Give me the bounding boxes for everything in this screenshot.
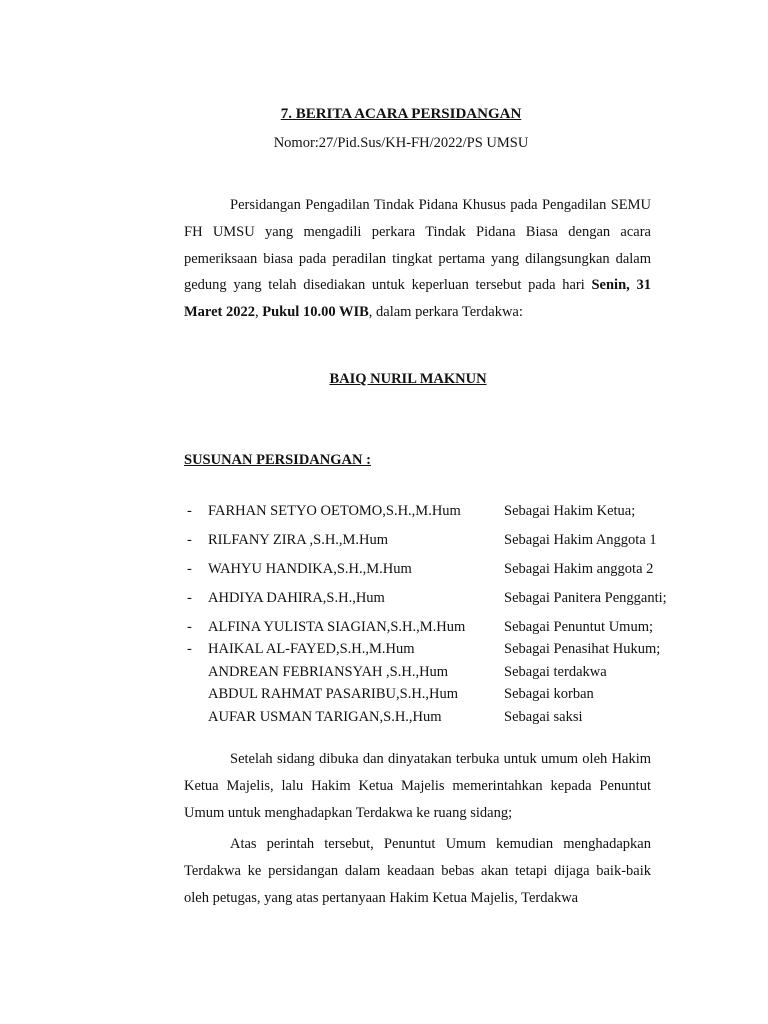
- list-dash: -: [187, 532, 192, 548]
- list-dash: -: [187, 590, 192, 606]
- presentation-paragraph: Atas perintah tersebut, Penuntut Umum kemudian menghadapkan Terdakwa ke persidangan dalam keadaan bebas akan tetapi dijaga baik-baik oleh petugas, yang atas pertanyaan Hakim Ketua Majelis, Terdakwa: [184, 836, 651, 906]
- panel-member: [0, 709, 768, 729]
- panel-member: [0, 532, 768, 552]
- member-role: Sebagai saksi: [504, 709, 583, 725]
- list-dash: -: [187, 619, 192, 635]
- member-name: WAHYU HANDIKA,S.H.,M.Hum: [208, 561, 412, 577]
- member-name: ABDUL RAHMAT PASARIBU,S.H.,Hum: [208, 686, 459, 702]
- panel-member: [0, 619, 768, 639]
- hearing-date: Senin, 31 Maret 2022: [184, 277, 651, 321]
- list-dash: -: [187, 641, 192, 657]
- member-role: Sebagai Hakim Ketua;: [504, 503, 636, 519]
- member-name: HAIKAL AL-FAYED,S.H.,M.Hum: [208, 641, 415, 657]
- list-dash: -: [187, 503, 192, 519]
- member-name: RILFANY ZIRA ,S.H.,M.Hum: [208, 532, 389, 548]
- member-role: Sebagai Hakim Anggota 1: [504, 532, 657, 548]
- document-title: 7. BERITA ACARA PERSIDANGAN: [280, 106, 522, 122]
- panel-heading: SUSUNAN PERSIDANGAN :: [184, 452, 371, 468]
- member-role: Sebagai terdakwa: [504, 664, 607, 680]
- panel-member: [0, 561, 768, 581]
- list-dash: -: [187, 561, 192, 577]
- opening-paragraph: Setelah sidang dibuka dan dinyatakan terbuka untuk umum oleh Hakim Ketua Majelis, lalu Hakim Ketua Majelis memerintahkan kepada Penuntut Umum untuk menghadapkan Terdakwa ke ruang sidang;: [184, 751, 651, 821]
- intro-separator: ,: [255, 304, 263, 321]
- panel-member: [0, 503, 768, 523]
- case-number: Nomor:27/Pid.Sus/KH-FH/2022/PS UMSU: [273, 135, 529, 151]
- intro-text-1: Persidangan Pengadilan Tindak Pidana Khusus pada Pengadilan SEMU FH UMSU yang mengadili perkara Tindak Pidana Biasa dengan acara pemeriksaan biasa pada peradilan tingkat pertama yang dilangsungkan dalam gedung yang telah disediakan untuk keperluan tersebut pada hari: [184, 197, 651, 294]
- panel-member: [0, 664, 768, 684]
- member-name: AHDIYA DAHIRA,S.H.,Hum: [208, 590, 385, 606]
- member-role: Sebagai Penuntut Umum;: [504, 619, 654, 635]
- member-role: Sebagai Panitera Pengganti;: [504, 590, 667, 606]
- panel-member: [0, 590, 768, 610]
- intro-paragraph: [184, 192, 651, 326]
- hearing-time: Pukul 10.00 WIB: [262, 304, 369, 321]
- defendant-name: BAIQ NURIL MAKNUN: [329, 371, 487, 387]
- panel-member: [0, 686, 768, 706]
- member-role: Sebagai Hakim anggota 2: [504, 561, 654, 577]
- member-role: Sebagai korban: [504, 686, 594, 702]
- intro-text-2: , dalam perkara Terdakwa:: [368, 304, 523, 321]
- member-name: ALFINA YULISTA SIAGIAN,S.H.,M.Hum: [208, 619, 466, 635]
- member-role: Sebagai Penasihat Hukum;: [504, 641, 661, 657]
- member-name: FARHAN SETYO OETOMO,S.H.,M.Hum: [208, 503, 461, 519]
- panel-member: [0, 641, 768, 661]
- member-name: AUFAR USMAN TARIGAN,S.H.,Hum: [208, 709, 442, 725]
- member-name: ANDREAN FEBRIANSYAH ,S.H.,Hum: [208, 664, 449, 680]
